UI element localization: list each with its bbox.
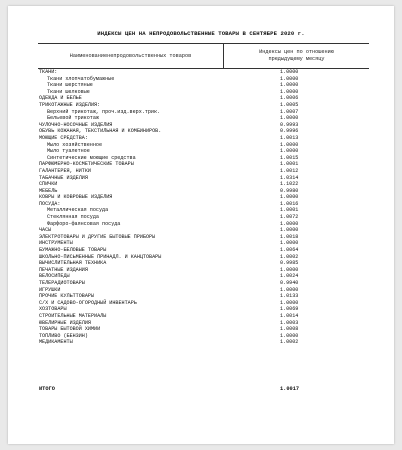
header-index-line2: предыдущему месяцу	[268, 56, 325, 62]
row-name: Бельевой трикотаж	[47, 115, 99, 122]
table-row	[38, 293, 369, 300]
header-index-line1: Индексы цен по отношению	[259, 49, 334, 55]
row-value: 0.9980	[280, 187, 299, 194]
table-row	[38, 89, 369, 96]
row-name: СТРОИТЕЛЬНЫЕ МАТЕРИАЛЫ	[39, 312, 107, 319]
table-row	[38, 76, 369, 83]
row-name: ВЕЛОСИПЕДЫ	[39, 273, 70, 280]
total-value: 1.0017	[280, 386, 300, 392]
row-name: ЮВЕЛИРНЫЕ ИЗДЕЛИЯ	[39, 319, 91, 326]
table-row	[38, 260, 369, 267]
row-name: СПИЧКИ	[39, 181, 58, 188]
row-name: ТКАНИ:	[39, 69, 58, 75]
row-name: ПЕЧАТНЫЕ ИЗДАНИЯ	[39, 266, 88, 273]
row-value: 0.9940	[280, 280, 299, 286]
table-row	[38, 194, 369, 201]
row-name: Ткани шелковые	[47, 88, 90, 95]
table-body	[38, 69, 369, 346]
total-label: ИТОГО	[39, 386, 55, 392]
row-value: 1.0000	[280, 141, 299, 148]
table-row	[38, 207, 369, 214]
table-row	[38, 254, 369, 261]
row-value: 1.0000	[280, 266, 299, 273]
row-value: 0.9996	[280, 128, 299, 135]
row-value: 1.0005	[280, 101, 299, 108]
row-value: 1.0015	[280, 154, 299, 161]
row-value: 1.0000	[280, 286, 299, 293]
row-name: ПАРФЮМЕРНО-КОСМЕТИЧЕСКИЕ ТОВАРЫ	[39, 161, 134, 168]
header-name-column: Наименованиенепродовольственных товаров	[69, 53, 192, 59]
table-row	[38, 102, 369, 109]
total-row	[38, 386, 369, 393]
row-value: 1.0064	[280, 247, 299, 254]
row-value: 1.0000	[280, 299, 299, 306]
table-row	[38, 128, 369, 135]
table-row	[38, 267, 369, 274]
row-value: 1.0000	[280, 82, 299, 89]
table-row	[38, 122, 369, 129]
row-value: 1.0000	[280, 332, 299, 339]
row-value: 1.0024	[280, 273, 299, 280]
table-row	[38, 221, 369, 228]
row-value: 1.0000	[280, 227, 299, 234]
row-value: 1.0003	[280, 319, 299, 326]
row-name: ТРИКОТАЖНЫЕ ИЗДЕЛИЯ:	[39, 101, 101, 108]
row-value: 1.0133	[280, 293, 299, 300]
header-index-column	[224, 44, 369, 68]
table-row	[38, 175, 369, 182]
table-row	[38, 339, 369, 346]
table-row	[38, 280, 369, 287]
table-row	[38, 227, 369, 234]
table-row	[38, 201, 369, 208]
table-row	[38, 313, 369, 320]
table-header	[38, 43, 369, 69]
table-row	[38, 247, 369, 254]
table-row	[38, 326, 369, 333]
table-row	[38, 181, 369, 188]
row-value: 1.0000	[280, 148, 299, 155]
table-row	[38, 306, 369, 313]
row-name: ВЫЧИСЛИТЕЛЬНАЯ ТЕХНИКА	[39, 260, 107, 267]
row-name: ТАБАЧНЫЕ ИЗДЕЛИЯ	[39, 174, 88, 181]
row-value: 1.0007	[280, 108, 299, 115]
table-row	[38, 135, 369, 142]
row-name: ЧАСЫ	[39, 227, 52, 234]
row-name: ТОПЛИВО (БЕНЗИН)	[39, 332, 88, 339]
row-value: 1.1022	[280, 181, 299, 188]
row-value: 1.0000	[280, 88, 299, 95]
row-name: МЕБЕЛЬ	[39, 187, 58, 194]
table-row	[38, 234, 369, 241]
row-value: 1.0072	[280, 214, 299, 221]
table-row	[38, 273, 369, 280]
row-name: Мыло хозяйственное	[47, 141, 103, 148]
row-name: ГАЛАНТЕРЕЯ, НИТКИ	[39, 167, 91, 174]
row-name: Синтетические моющие средства	[47, 154, 136, 161]
row-name: МОЮЩИЕ СРЕДСТВА:	[39, 134, 88, 141]
row-value: 1.0000	[280, 75, 299, 82]
table-row	[38, 155, 369, 162]
row-name: Ткани хлопчатобумажные	[47, 75, 115, 82]
row-value: 1.0000	[280, 115, 299, 122]
table-row	[38, 188, 369, 195]
row-value: 1.0002	[280, 253, 299, 260]
row-name: ПРОЧИЕ КУЛЬТТОВАРЫ	[39, 293, 95, 300]
row-name: Стеклянная посуда	[47, 214, 99, 221]
row-value: 0.9993	[280, 121, 299, 128]
row-name: КОВРЫ И КОВРОВЫЕ ИЗДЕЛИЯ	[39, 194, 113, 201]
row-name: ОБУВЬ КОЖАНАЯ, ТЕКСТИЛЬНАЯ И КОМБИНИРОВ.	[39, 128, 162, 135]
row-name: ТОВАРЫ БЫТОВОЙ ХИМИИ	[39, 326, 101, 333]
row-name: ЭЛЕКТРОТОВАРЫ И ДРУГИЕ БЫТОВЫЕ ПРИБОРЫ	[39, 233, 156, 240]
row-value: 1.0000	[280, 240, 299, 247]
row-value: 1.0016	[280, 200, 299, 207]
table-row	[38, 168, 369, 175]
table-row	[38, 240, 369, 247]
row-value: 1.0000	[280, 69, 299, 75]
table-row	[38, 82, 369, 89]
table-row	[38, 333, 369, 340]
table-row	[38, 115, 369, 122]
row-name: Мыло туалетное	[47, 148, 90, 155]
table-row	[38, 69, 369, 76]
table-row	[38, 161, 369, 168]
row-name: ИНСТРУМЕНТЫ	[39, 240, 73, 247]
table-row	[38, 148, 369, 155]
document-page	[8, 6, 394, 444]
table-row	[38, 142, 369, 149]
row-value: 1.0018	[280, 233, 299, 240]
row-value: 1.0002	[280, 339, 299, 346]
row-name: Ткани шерстяные	[47, 82, 93, 89]
row-name: Металлическая посуда	[47, 207, 109, 214]
row-name: ОДЕЖДА И БЕЛЬЕ	[39, 95, 82, 102]
row-value: 1.0014	[280, 312, 299, 319]
row-name: ЧУЛОЧНО-НОСОЧНЫЕ ИЗДЕЛИЯ	[39, 121, 113, 128]
row-value: 1.0000	[280, 220, 299, 227]
row-name: ШКОЛЬНО-ПИСЬМЕННЫЕ ПРИНАДЛ. И КАНЦТОВАРЫ	[39, 253, 162, 260]
row-name: ПОСУДА:	[39, 200, 61, 207]
page-title: ИНДЕКСЫ ЦЕН НА НЕПРОДОВОЛЬСТВЕННЫЕ ТОВАРЫ В СЕНТЯБРЕ 2020 г.	[97, 30, 305, 37]
row-name: МЕДИКАМЕНТЫ	[39, 339, 73, 346]
row-value: 1.0001	[280, 207, 299, 214]
row-value: 0.9985	[280, 260, 299, 267]
row-name: БУМАЖНО-БЕЛОВЫЕ ТОВАРЫ	[39, 247, 107, 254]
row-name: Фарфоро-фаянсовая посуда	[47, 220, 121, 227]
row-name: ИГРУШКИ	[39, 286, 61, 293]
row-value: 1.0000	[280, 194, 299, 201]
table-row	[38, 300, 369, 307]
table-row	[38, 95, 369, 102]
row-value: 1.0069	[280, 306, 299, 313]
table-row	[38, 287, 369, 294]
row-name: С/Х И САДОВО-ОГОРОДНЫЙ ИНВЕНТАРЬ	[39, 299, 137, 306]
row-name: ТЕЛЕРАДИОТОВАРЫ	[39, 280, 85, 286]
row-name: Верхний трикотаж, проч.изд.верх.трик.	[47, 108, 161, 115]
row-value: 1.0008	[280, 326, 299, 333]
row-value: 1.0001	[280, 161, 299, 168]
row-name: ХОЗТОВАРЫ	[39, 306, 67, 313]
row-value: 1.0013	[280, 134, 299, 141]
row-value: 1.0012	[280, 167, 299, 174]
row-value: 1.0314	[280, 174, 299, 181]
row-value: 1.0006	[280, 95, 299, 102]
table-row	[38, 214, 369, 221]
